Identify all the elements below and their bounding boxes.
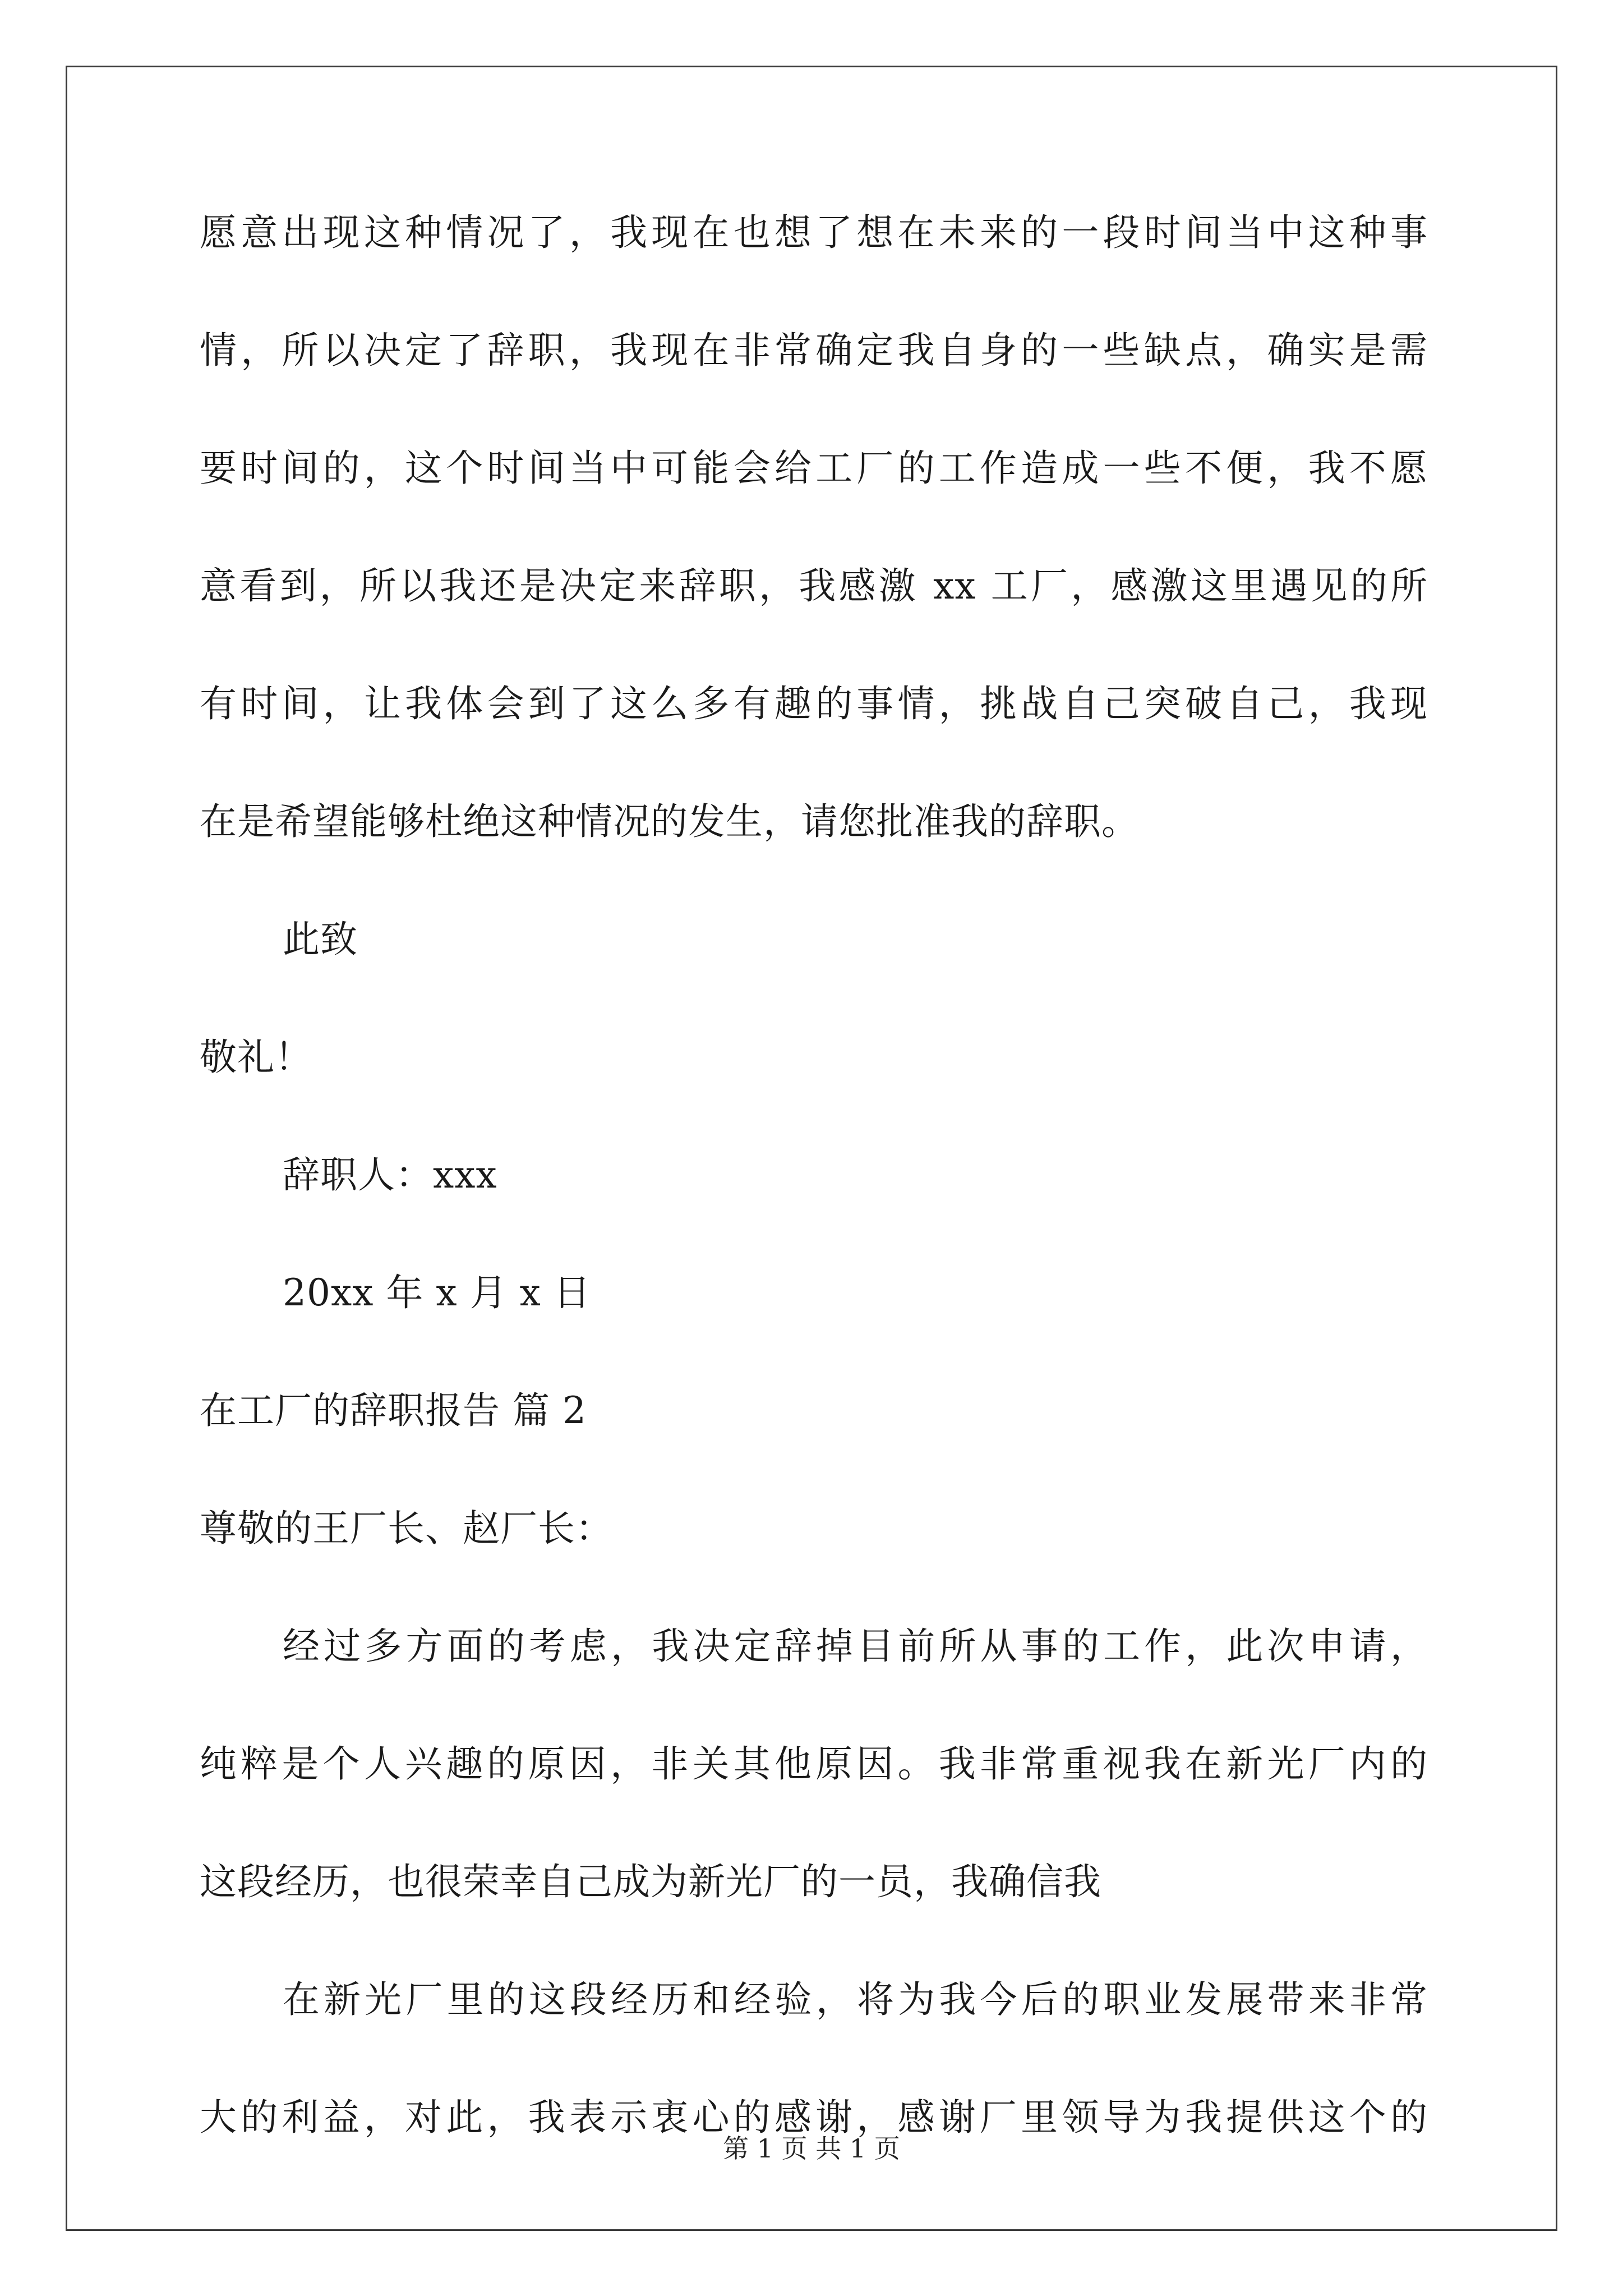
document-body	[200, 213, 1428, 2216]
closing-salutation: 此致	[283, 918, 358, 961]
paragraph-line: 大的利益，对此，我表示衷心的感谢，感谢厂里领导为我提供这个的	[200, 2096, 1428, 2139]
paragraph-line: 有时间，让我体会到了这么多有趣的事情，挑战自己突破自己，我现	[200, 682, 1428, 725]
letter-greeting: 尊敬的王厂长、赵厂长：	[200, 1507, 613, 1550]
paragraph-line: 意看到，所以我还是决定来辞职，我感激 xx 工厂，感激这里遇见的所	[200, 564, 1428, 608]
page-number-footer: 第 1 页 共 1 页	[723, 2133, 900, 2164]
signature-date: 20xx 年 x 月 x 日	[283, 1271, 591, 1314]
paragraph-line: 要时间的，这个时间当中可能会给工厂的工作造成一些不便，我不愿	[200, 447, 1428, 490]
paragraph-line: 经过多方面的考虑，我决定辞掉目前所从事的工作，此次申请，	[283, 1625, 1428, 1668]
closing-regards: 敬礼！	[200, 1036, 312, 1079]
section-heading: 在工厂的辞职报告 篇 2	[200, 1389, 587, 1432]
paragraph-line: 愿意出现这种情况了，我现在也想了想在未来的一段时间当中这种事	[200, 211, 1428, 254]
paragraph-line: 情，所以决定了辞职，我现在非常确定我自身的一些缺点，确实是需	[200, 329, 1428, 372]
paragraph-line: 在新光厂里的这段经历和经验，将为我今后的职业发展带来非常	[283, 1978, 1428, 2021]
paragraph-line: 在是希望能够杜绝这种情况的发生，请您批准我的辞职。	[200, 800, 1139, 843]
paragraph-line: 纯粹是个人兴趣的原因，非关其他原因。我非常重视我在新光厂内的	[200, 1742, 1428, 1786]
paragraph-line: 这段经历，也很荣幸自己成为新光厂的一员，我确信我	[200, 1860, 1101, 1903]
signature-name: 辞职人：xxx	[283, 1153, 497, 1197]
